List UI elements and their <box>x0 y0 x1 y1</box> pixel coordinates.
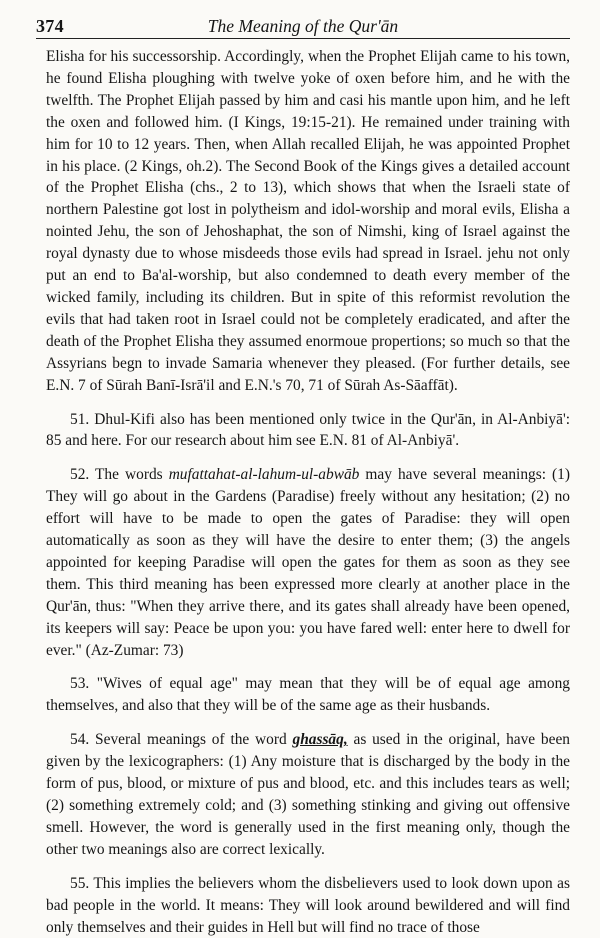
note-text: 53. "Wives of equal age" may mean that they will be of equal age among themselves, and also that they will be of the same age as their husbands. <box>46 675 570 715</box>
note-51 <box>46 409 570 453</box>
note-53 <box>46 673 570 717</box>
page-header <box>36 14 570 39</box>
note-text: 54. Several meanings of the word <box>70 731 293 749</box>
note-text: 51. Dhul-Kifi also has been mentioned only twice in the Qur'ān, in Al-Anbiyā': 85 and here. For our research about him see E.N. 81 of Al-Anbiyā'. <box>46 410 570 450</box>
page-number: 374 <box>36 16 64 36</box>
note-55 <box>46 873 570 938</box>
note-text: may have several meanings: (1) They will go about in the Gardens (Paradise) freely without any hesitation; (2) no effort will have to be made to open the gates of Paradise: they will open automatically as soon as they will have the desire to enter them; (3) the angels appointed for keeping Paradise will open the gates for them as soon as they see them. This third meaning has been expressed more clearly at another place in the Qur'ān, thus: "When they arrive there, and its gates shall already have been opened, its keepers will say: Peace be upon you: you have fared well: enter here to dwell for ever." (Az-Zumar: 73) <box>46 466 570 659</box>
paragraph-continuation <box>46 46 570 397</box>
paragraph-text: Elisha for his successorship. Accordingly, when the Prophet Elijah came to his town, he found Elisha ploughing with twelve yoke of oxen before him, and he with the twelfth. The Prophet Elijah passed by him and casi his mantle upon him, and he left the oxen and followed him. (I Kings, 19:15-21). He remained under training with him for 10 to 12 years. Then, when Allah recalled Elijah, he was appointed Prophet in his place. (2 Kings, oh.2). The Second Book of the Kings gives a detailed account of the Prophet Elisha (chs., 2 to 13), which shows that when the Israeli state of northern Palestine got lost in polytheism and idol-worship and moral evils, Elisha a nointed Jehu, the son of Jehoshaphat, the son of Nimshi, king of Israel against the royal dynasty due to whose misdeeds those evils had spread in Israel. jehu not only put an end to Ba'al-worship, but also condemned to death every member of the wicked family, including its children. But in spite of this reformist revolution the evils that had taken root in Israel could not be completely eradicated, and after the death of the Prophet Elisha they assumed enormoue propertions; so much so that the Assyrians begn to invade Samaria whenever they pleased. (For further details, see E.N. 7 of Sūrah Banī-Isrā'il and E.N.'s 70, 71 of Sūrah As-Sāaffāt). <box>46 48 570 394</box>
arabic-phrase: mufattahat-al-lahum-ul-abwāb <box>168 466 360 484</box>
note-text: 55. This implies the believers whom the disbelievers used to look down upon as bad people in the world. It means: They will look around bewildered and will find only themselves and their guides in Hell but will find no trace of those <box>46 874 570 936</box>
note-54 <box>46 729 570 860</box>
running-title: The Meaning of the Qur'ān <box>207 16 399 36</box>
note-text: as used in the original, have been given by the lexicographers: (1) Any moisture that is discharged by the body in the form of pus, blood, or mixture of pus and blood, etc. and this includes tears as well; (2) something extremely cold; and (3) something stinking and giving out offensive smell. However, the word is generally used in the first meaning only, though the other two meanings also are correct lexically. <box>46 731 570 858</box>
arabic-term: ghassāq, <box>292 731 348 749</box>
note-text: 52. The words <box>70 466 169 484</box>
note-52 <box>46 464 570 661</box>
body-text <box>46 46 570 938</box>
